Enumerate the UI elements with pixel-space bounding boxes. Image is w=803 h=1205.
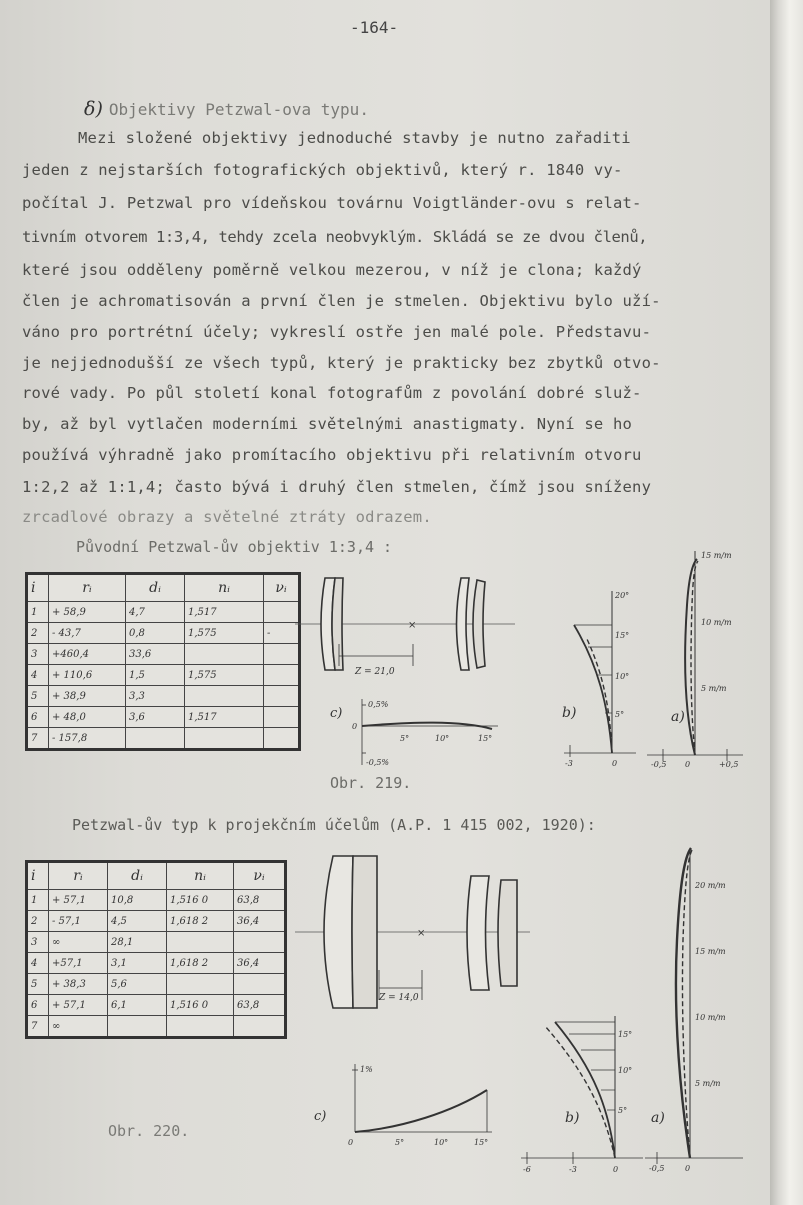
- figure2-aberration-plot-b: [515, 1010, 645, 1175]
- a-tick-label: 10 m/m: [695, 1013, 726, 1022]
- table-cell: 1,516 0: [167, 995, 234, 1016]
- b-tick-label: 5°: [615, 710, 625, 719]
- b-curve-dashed: [545, 1026, 615, 1158]
- figure1-label: Obr. 219.: [330, 774, 412, 792]
- c-top-label: 0,5%: [368, 700, 389, 709]
- table-cell: 10,8: [108, 890, 167, 911]
- a-bottom-label: 0: [685, 760, 691, 769]
- table-row: [27, 707, 300, 728]
- col-header: i: [27, 574, 49, 602]
- body-line: zrcadlové obrazy a světelné ztráty odrazem.: [22, 508, 432, 526]
- table-cell: 3,6: [126, 707, 185, 728]
- a-bottom-label: -0,5: [651, 760, 667, 769]
- a-tick-label: 10 m/m: [701, 618, 732, 627]
- table-row: [27, 1016, 286, 1038]
- c-tick-label: 10°: [434, 1138, 449, 1147]
- section-heading: [84, 98, 369, 120]
- b-label: b): [565, 1110, 580, 1126]
- col-header: rᵢ: [49, 862, 108, 890]
- table-cell: 7: [27, 728, 49, 750]
- figure2-distortion-plot: [312, 1060, 502, 1150]
- table-cell: 0,8: [126, 623, 185, 644]
- a-curve-solid: [676, 848, 691, 1158]
- rear-lens-element: [498, 880, 517, 986]
- c-zero-label: 0: [352, 722, 358, 731]
- lens-data-table-1: [25, 572, 301, 751]
- table-cell: 6,1: [108, 995, 167, 1016]
- z-distance-label: Z = 14,0: [379, 993, 419, 1003]
- table-cell: 1,618 2: [167, 953, 234, 974]
- c-label: c): [330, 706, 343, 721]
- table-row: [27, 953, 286, 974]
- table-cell: 6: [27, 707, 49, 728]
- table-cell: 1: [27, 602, 49, 623]
- table-cell: 1,5: [126, 665, 185, 686]
- table-cell: [234, 974, 286, 995]
- body-line: 1:2,2 až 1:1,4; často bývá i druhý člen stmelen, čímž jsou sníženy: [22, 478, 652, 496]
- table-cell: 1,575: [185, 623, 264, 644]
- table-cell: [234, 932, 286, 953]
- body-line: jeden z nejstarších fotografických objektivů, který r. 1840 vy-: [22, 161, 623, 179]
- table-cell: [167, 1016, 234, 1038]
- table-cell: [185, 644, 264, 665]
- table-row: [27, 644, 300, 665]
- table-cell: 3,1: [108, 953, 167, 974]
- figure2-caption: Petzwal-ův typ k projekčním účelům (A.P. 1 415 002, 1920):: [72, 816, 596, 834]
- rear-lens-element: [473, 580, 485, 668]
- table-header-row: [27, 574, 300, 602]
- b-tick-label: 15°: [618, 1030, 633, 1039]
- section-title: Objektivy Petzwal-ova typu.: [108, 100, 369, 119]
- table-cell: +460,4: [49, 644, 126, 665]
- table-row: [27, 665, 300, 686]
- table-cell: [167, 932, 234, 953]
- b-curve-solid: [574, 625, 612, 753]
- table-cell: 1,517: [185, 602, 264, 623]
- table-cell: 2: [27, 623, 49, 644]
- table-cell: 4,7: [126, 602, 185, 623]
- body-line: počítal J. Petzwal pro vídeňskou továrnu Voigtländer-ovu s relat-: [22, 194, 642, 212]
- a-tick-label: 15 m/m: [695, 947, 726, 956]
- a-tick-label: 15 m/m: [701, 551, 732, 560]
- b-tick-label: 15°: [615, 631, 630, 640]
- table-header-row: [27, 862, 286, 890]
- col-header: rᵢ: [49, 574, 126, 602]
- table-cell: 1: [27, 890, 49, 911]
- col-header: dᵢ: [126, 574, 185, 602]
- c-tick-label: 5°: [400, 734, 410, 743]
- c-label: c): [314, 1109, 327, 1124]
- table-cell: 4,5: [108, 911, 167, 932]
- rear-lens-element: [467, 876, 489, 990]
- a-bottom-label: 0: [685, 1164, 691, 1173]
- table-row: [27, 686, 300, 707]
- page-number: -164-: [350, 18, 399, 37]
- table-cell: - 43,7: [49, 623, 126, 644]
- c-distortion-curve: [355, 1090, 487, 1132]
- lens-data-table-2: [25, 860, 287, 1039]
- table-cell: 3: [27, 644, 49, 665]
- table-cell: 7: [27, 1016, 49, 1038]
- body-line: používá výhradně jako promítacího objektivu při relativním otvoru: [22, 446, 642, 464]
- z-distance-label: Z = 21,0: [355, 667, 395, 677]
- table-cell: [234, 1016, 286, 1038]
- col-header: νᵢ: [234, 862, 286, 890]
- table-cell: 1,517: [185, 707, 264, 728]
- figure2-aberration-plot-a: [645, 840, 745, 1175]
- table-cell: -: [264, 623, 300, 644]
- figure2-lens-diagram: [295, 850, 535, 1010]
- b-bottom-label: -6: [523, 1165, 531, 1174]
- a-label: a): [671, 709, 685, 725]
- table-cell: 6: [27, 995, 49, 1016]
- c-tick-label: 15°: [474, 1138, 489, 1147]
- table-cell: 3: [27, 932, 49, 953]
- col-header: nᵢ: [167, 862, 234, 890]
- body-line: tivním otvorem 1:3,4, tehdy zcela neobvyklým. Skládá se ze dvou členů,: [22, 228, 648, 246]
- table-cell: + 38,9: [49, 686, 126, 707]
- b-bottom-label: 0: [612, 759, 618, 768]
- c-tick-label: 15°: [478, 734, 493, 743]
- table-cell: + 58,9: [49, 602, 126, 623]
- table-cell: [264, 686, 300, 707]
- b-tick-label: 10°: [615, 672, 630, 681]
- figure1-caption: Původní Petzwal-ův objektiv 1:3,4 :: [76, 538, 393, 556]
- table-cell: 4: [27, 953, 49, 974]
- table-cell: 5,6: [108, 974, 167, 995]
- table-cell: +57,1: [49, 953, 108, 974]
- table-row: [27, 932, 286, 953]
- b-tick-label: 10°: [618, 1066, 633, 1075]
- table-row: [27, 974, 286, 995]
- table-cell: 3,3: [126, 686, 185, 707]
- a-bottom-label: +0,5: [719, 760, 739, 769]
- body-line: váno pro portrétní účely; vykreslí ostře jen malé pole. Představu-: [22, 323, 652, 341]
- b-tick-label: 5°: [618, 1106, 628, 1115]
- body-line: rové vady. Po půl století konal fotografům z povolání dobré služ-: [22, 384, 642, 402]
- table-row: [27, 602, 300, 623]
- a-tick-label: 5 m/m: [701, 684, 727, 693]
- table-cell: [167, 974, 234, 995]
- body-line: je nejjednodušší ze všech typů, který je prakticky bez zbytků otvo-: [22, 354, 661, 372]
- table-cell: 63,8: [234, 995, 286, 1016]
- table-cell: [264, 707, 300, 728]
- table-cell: 36,4: [234, 953, 286, 974]
- c-bottom-label: -0,5%: [366, 758, 390, 767]
- body-line: člen je achromatisován a první člen je stmelen. Objektivu bylo uží-: [22, 292, 661, 310]
- table-row: [27, 728, 300, 750]
- b-bottom-label: -3: [565, 759, 573, 768]
- table-cell: 4: [27, 665, 49, 686]
- c-top-label: 1%: [360, 1065, 373, 1074]
- col-header: i: [27, 862, 49, 890]
- table-cell: + 48,0: [49, 707, 126, 728]
- table-cell: 5: [27, 686, 49, 707]
- c-tick-label: 5°: [395, 1138, 405, 1147]
- table-cell: 1,618 2: [167, 911, 234, 932]
- table-cell: 5: [27, 974, 49, 995]
- stop-mark: ×: [417, 928, 426, 939]
- table-cell: 33,6: [126, 644, 185, 665]
- b-tick-label: 20°: [615, 591, 630, 600]
- table-cell: - 57,1: [49, 911, 108, 932]
- table-cell: 1,516 0: [167, 890, 234, 911]
- table-cell: 1,575: [185, 665, 264, 686]
- figure1-aberration-plot-b: [560, 585, 640, 770]
- table-row: [27, 623, 300, 644]
- table-cell: 36,4: [234, 911, 286, 932]
- col-header: νᵢ: [264, 574, 300, 602]
- stop-mark: ×: [408, 620, 417, 631]
- col-header: dᵢ: [108, 862, 167, 890]
- body-line: Mezi složené objektivy jednoduché stavby je nutno zařaditi: [78, 129, 631, 147]
- table-cell: + 57,1: [49, 890, 108, 911]
- table-cell: 28,1: [108, 932, 167, 953]
- figure1-aberration-plot-a: [645, 545, 745, 770]
- a-tick-label: 5 m/m: [695, 1079, 721, 1088]
- figure2-label: Obr. 220.: [108, 1122, 190, 1140]
- page-edge: [770, 0, 803, 1205]
- a-label: a): [651, 1110, 665, 1126]
- a-tick-label: 20 m/m: [695, 881, 726, 890]
- front-lens-element: [352, 856, 377, 1008]
- figure1-lens-diagram: [295, 570, 520, 680]
- table-cell: [264, 728, 300, 750]
- c-zero-label: 0: [348, 1138, 354, 1147]
- front-lens-element: [324, 856, 353, 1008]
- a-bottom-label: -0,5: [649, 1164, 665, 1173]
- figure1-distortion-plot: [330, 695, 505, 770]
- table-cell: ∞: [49, 1016, 108, 1038]
- col-header: nᵢ: [185, 574, 264, 602]
- table-cell: [126, 728, 185, 750]
- table-row: [27, 995, 286, 1016]
- table-cell: 2: [27, 911, 49, 932]
- b-bottom-label: 0: [613, 1165, 619, 1174]
- table-row: [27, 911, 286, 932]
- body-line: které jsou odděleny poměrně velkou mezerou, v níž je clona; každý: [22, 261, 642, 279]
- body-line: by, až byl vytlačen moderními světelnými anastigmaty. Nyní se ho: [22, 415, 633, 433]
- c-tick-label: 10°: [435, 734, 450, 743]
- section-marker: δ): [84, 98, 103, 120]
- table-cell: [185, 686, 264, 707]
- table-cell: [108, 1016, 167, 1038]
- table-cell: + 57,1: [49, 995, 108, 1016]
- table-cell: + 38,3: [49, 974, 108, 995]
- b-label: b): [562, 705, 577, 721]
- table-cell: 63,8: [234, 890, 286, 911]
- table-cell: - 157,8: [49, 728, 126, 750]
- table-cell: + 110,6: [49, 665, 126, 686]
- table-row: [27, 890, 286, 911]
- table-cell: ∞: [49, 932, 108, 953]
- b-bottom-label: -3: [569, 1165, 577, 1174]
- table-cell: [185, 728, 264, 750]
